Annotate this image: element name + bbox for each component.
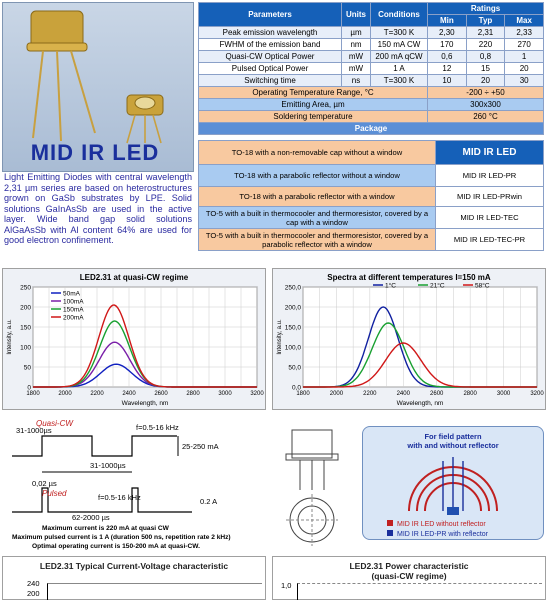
power-plot-area bbox=[297, 583, 542, 600]
intro-text: Light Emitting Diodes with central wavelength 2,31 µm series are based on heterostructures grown on GaSb substrates by LPE. Solid solutions GaInAsSb are used in the active layer. Wide band gap solid solutions AlGaAsSb with Al content 64% are used for good electron confinement. bbox=[4, 172, 192, 245]
spec-table bbox=[198, 2, 544, 135]
table-row: Soldering temperature 260 °C bbox=[199, 111, 544, 123]
col-parameters: Parameters bbox=[199, 3, 342, 27]
table-row: FWHM of the emission band nm 150 mA CW 170 220 270 bbox=[199, 39, 544, 51]
x-tick-label: 2400 bbox=[396, 391, 410, 397]
y-tick-label: 100 bbox=[20, 344, 31, 352]
chart-title: LED2.31 at quasi-CW regime bbox=[79, 273, 189, 282]
legend-label: 100mA bbox=[63, 298, 84, 306]
col-units: Units bbox=[342, 3, 371, 27]
chart-qcw bbox=[3, 269, 265, 409]
legend-label: 150mA bbox=[63, 306, 84, 314]
field-legend-2: MID IR LED-PR with reflector bbox=[397, 531, 489, 538]
y-tick-label: 50 bbox=[23, 364, 31, 372]
table-row: Pulsed Optical Power mW 1 A 12 15 20 bbox=[199, 63, 544, 75]
iv-plot-area bbox=[47, 583, 262, 600]
chart-temperature bbox=[273, 269, 545, 409]
x-tick-label: 2800 bbox=[186, 391, 200, 397]
table-row: TO-18 with a non-removable cap without a window MID IR LED bbox=[199, 141, 544, 165]
chart-power-title-2: (quasi-CW regime) bbox=[371, 571, 447, 581]
field-title-1: For field pattern bbox=[424, 432, 482, 441]
timing-p-amp: 0.2 A bbox=[200, 497, 218, 506]
x-tick-label: 2200 bbox=[363, 391, 377, 397]
chart-iv-panel bbox=[2, 556, 266, 600]
timing-p-width: 0,02 µs bbox=[32, 479, 57, 488]
table-row: Emitting Area, µm 300x300 bbox=[199, 99, 544, 111]
chart-iv-title: LED2.31 Typical Current-Voltage characteristic bbox=[39, 561, 229, 571]
timing-p-label: Pulsed bbox=[42, 489, 67, 498]
y-tick-label: 150 bbox=[20, 324, 31, 332]
chart-qcw-panel bbox=[2, 268, 266, 410]
table-row: TO-5 with a built in thermocooler and thermoresistor, covered by a parabolic reflector with a window MID IR LED-TEC-PR bbox=[199, 229, 544, 251]
timing-note-3: Optimal operating current is 150-200 mA at quasi-CW. bbox=[32, 543, 200, 550]
iv-tick-200: 200 bbox=[27, 589, 40, 598]
timing-note-1: Maximum current is 220 mA at quasi CW bbox=[42, 525, 169, 532]
chart-title: Spectra at different temperatures I=150 mA bbox=[327, 273, 491, 282]
field-title-2: with and without reflector bbox=[407, 441, 499, 450]
x-tick-label: 1800 bbox=[296, 391, 310, 397]
y-tick-label: 150,0 bbox=[284, 324, 301, 332]
x-axis-label: Wavelength, nm bbox=[396, 400, 444, 407]
chart-power-panel bbox=[272, 556, 546, 600]
field-pattern-svg bbox=[363, 427, 543, 539]
table-row: TO-18 with a parabolic reflector without a window MID IR LED-PR bbox=[199, 165, 544, 187]
y-tick-label: 200 bbox=[20, 304, 31, 312]
package-drawing-icon bbox=[266, 420, 358, 550]
col-ratings: Ratings bbox=[428, 3, 544, 15]
field-legend-1: MID IR LED without reflector bbox=[397, 521, 486, 528]
x-axis-label: Wavelength, nm bbox=[121, 400, 169, 407]
table-row: TO-18 with a parabolic reflector with a window MID IR LED-PRwin bbox=[199, 187, 544, 207]
power-tick-1: 1,0 bbox=[281, 581, 292, 590]
timing-q-amp: 25-250 mA bbox=[182, 442, 219, 451]
x-tick-label: 2400 bbox=[122, 391, 136, 397]
y-tick-label: 100,0 bbox=[284, 344, 301, 352]
timing-diagram bbox=[2, 416, 262, 552]
table-row: Switching time ns T=300 K 10 20 30 bbox=[199, 75, 544, 87]
mechanical-drawing bbox=[266, 420, 358, 550]
col-min: Min bbox=[428, 15, 467, 27]
timing-p-freq: f=0.5-16 kHz bbox=[98, 493, 141, 502]
x-tick-label: 2800 bbox=[463, 391, 477, 397]
y-axis-label: Intensity, a.u. bbox=[277, 319, 283, 355]
iv-tick-240: 240 bbox=[27, 579, 40, 588]
y-axis-label: Intensity, a.u. bbox=[7, 319, 13, 355]
legend-label: 58°C bbox=[475, 282, 490, 290]
table-row: Peak emission wavelength µm T=300 K 2,30 2,31 2,33 bbox=[199, 27, 544, 39]
timing-quasi-label: Quasi-CW bbox=[36, 419, 73, 428]
y-tick-label: 0 bbox=[27, 384, 31, 392]
x-tick-label: 3200 bbox=[250, 391, 264, 397]
timing-q-left: 31-1000µs bbox=[16, 426, 52, 435]
table-row: Operating Temperature Range, °C -200 ÷ +50 bbox=[199, 87, 544, 99]
timing-q-freq: f=0.5-16 kHz bbox=[136, 423, 179, 432]
x-tick-label: 2200 bbox=[90, 391, 104, 397]
product-title: MID IR LED bbox=[30, 140, 160, 165]
timing-p-period: 62-2000 µs bbox=[72, 513, 110, 522]
legend-label: 50mA bbox=[63, 290, 80, 298]
x-tick-label: 3200 bbox=[530, 391, 544, 397]
col-max: Max bbox=[505, 15, 544, 27]
y-tick-label: 250,0 bbox=[284, 284, 301, 292]
col-conditions: Conditions bbox=[371, 3, 428, 27]
y-tick-label: 0,0 bbox=[291, 384, 301, 392]
table-row: TO-5 with a built in thermocooler and thermoresistor, covered by a cap with a window MID IR LED-TEC bbox=[199, 207, 544, 229]
x-tick-label: 2600 bbox=[430, 391, 444, 397]
table-row: Quasi-CW Optical Power mW 200 mA qCW 0,6 0,8 1 bbox=[199, 51, 544, 63]
x-tick-label: 1800 bbox=[26, 391, 40, 397]
legend-label: 21°C bbox=[430, 282, 445, 290]
timing-note-2: Maximum pulsed current is 1 A (duration 500 ns, repetition rate 2 kHz) bbox=[12, 534, 231, 541]
x-tick-label: 3000 bbox=[218, 391, 232, 397]
package-header: Package bbox=[199, 123, 544, 135]
timing-diagram-svg bbox=[2, 416, 262, 552]
legend-label: 1°C bbox=[385, 282, 396, 290]
col-typ: Typ bbox=[466, 15, 505, 27]
legend-label: 200mA bbox=[63, 314, 84, 322]
timing-q-period: 31-1000µs bbox=[90, 461, 126, 470]
field-pattern-panel bbox=[362, 426, 544, 540]
x-tick-label: 2000 bbox=[58, 391, 72, 397]
x-tick-label: 2000 bbox=[329, 391, 344, 397]
chart-power-title-1: LED2.31 Power characteristic bbox=[349, 561, 469, 571]
chart-temperature-panel bbox=[272, 268, 546, 410]
y-tick-label: 250 bbox=[20, 284, 31, 292]
y-tick-label: 200,0 bbox=[284, 304, 301, 312]
package-table bbox=[198, 140, 544, 251]
x-tick-label: 2600 bbox=[154, 391, 168, 397]
y-tick-label: 50,0 bbox=[288, 364, 301, 372]
x-tick-label: 3000 bbox=[496, 391, 511, 397]
